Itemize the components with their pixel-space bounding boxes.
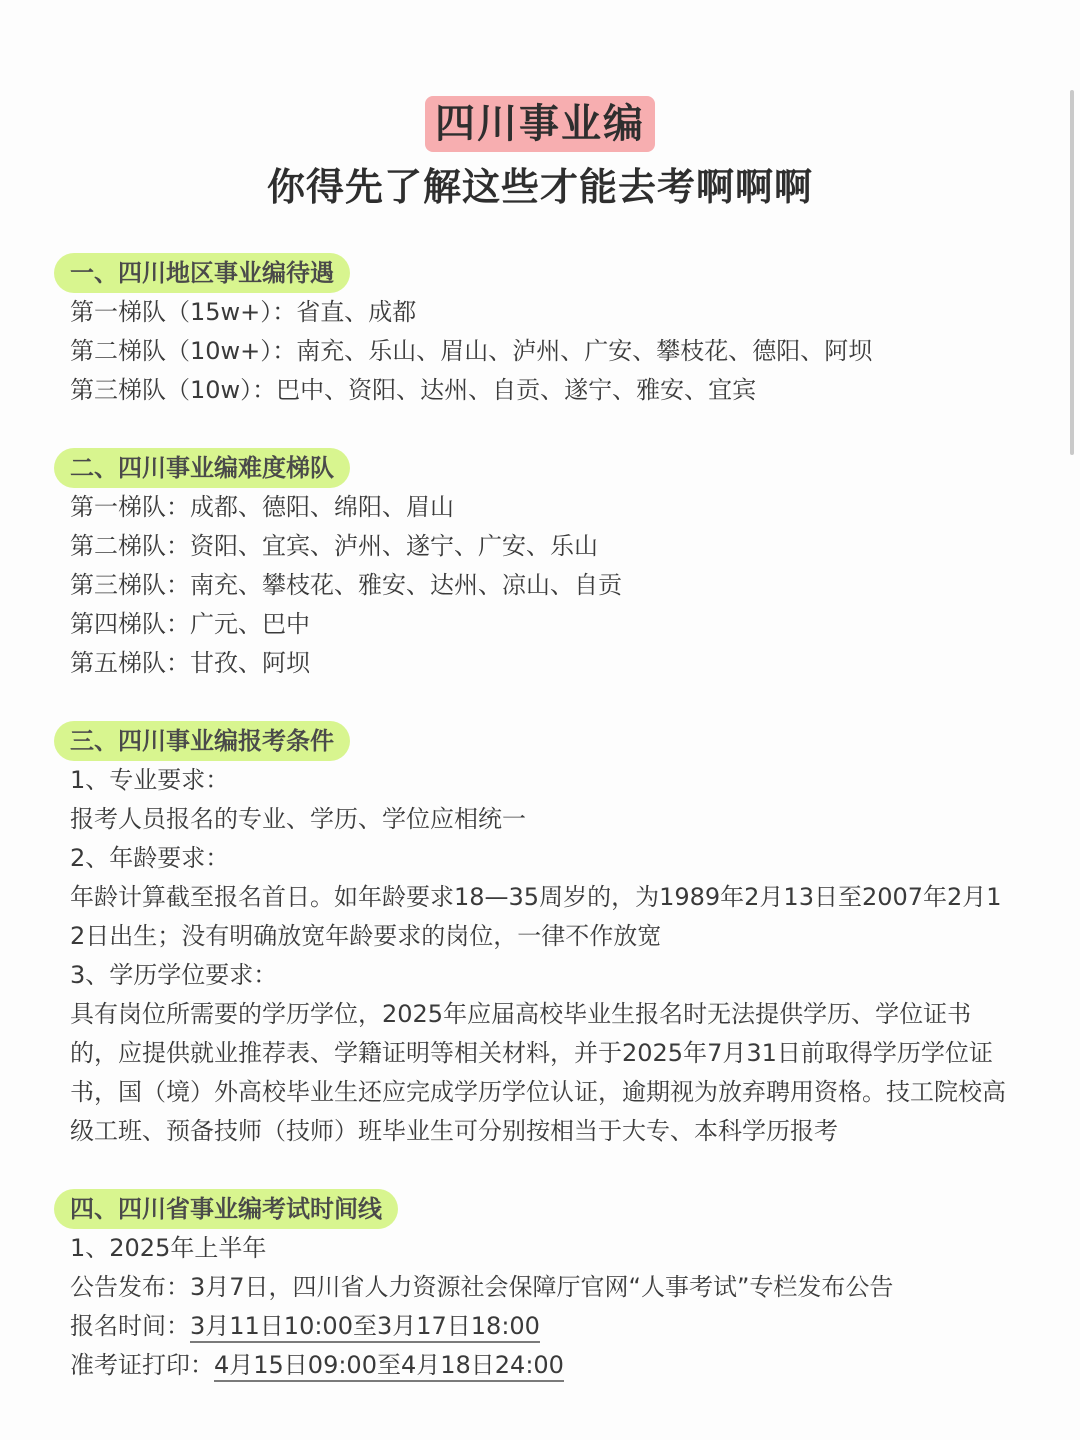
requirement-title: 2、年龄要求： <box>70 844 230 872</box>
section-requirements <box>70 721 1020 1151</box>
registration-time: 3月11日10:00至3月17日18:00 <box>190 1312 540 1343</box>
admission-print-label: 准考证打印： <box>70 1351 214 1379</box>
section-heading: 一、四川地区事业编待遇 <box>54 253 350 293</box>
section-salary <box>70 253 1020 410</box>
section-heading: 四、四川省事业编考试时间线 <box>54 1189 398 1229</box>
timeline-registration <box>70 1307 1020 1346</box>
requirement-title: 1、专业要求： <box>70 766 230 794</box>
tier-line: 第三梯队：南充、攀枝花、雅安、达州、凉山、自贡 <box>70 571 622 599</box>
header <box>0 0 1080 210</box>
section-heading: 三、四川事业编报考条件 <box>54 721 350 761</box>
requirement-text: 报考人员报名的专业、学历、学位应相统一 <box>70 805 526 833</box>
notice-text: 3月7日，四川省人力资源社会保障厅官网“人事考试”专栏发布公告 <box>190 1273 894 1301</box>
section-heading: 二、四川事业编难度梯队 <box>54 448 350 488</box>
timeline-notice <box>70 1268 1020 1307</box>
section-difficulty <box>70 448 1020 683</box>
timeline-period: 1、2025年上半年 <box>70 1234 267 1262</box>
tier-line: 第三梯队（10w）：巴中、资阳、达州、自贡、遂宁、雅安、宜宾 <box>70 376 757 404</box>
requirement-text: 具有岗位所需要的学历学位，2025年应届高校毕业生报名时无法提供学历、学位证书的，应提供就业推荐表、学籍证明等相关材料，并于2025年7月31日前取得学历学位证书，国（境）外高校毕业生还应完成学历学位认证，逾期视为放弃聘用资格。技工院校高级工班、预备技师（技师）班毕业生可分别按相当于大专、本科学历报考 <box>70 1000 1006 1145</box>
notice-label: 公告发布： <box>70 1273 190 1301</box>
page-title: 四川事业编 <box>425 96 655 152</box>
tier-line: 第二梯队：资阳、宜宾、泸州、遂宁、广安、乐山 <box>70 532 598 560</box>
article-body <box>70 253 1020 1423</box>
page-subtitle: 你得先了解这些才能去考啊啊啊 <box>266 165 813 209</box>
tier-line: 第一梯队（15w+）：省直、成都 <box>70 298 417 326</box>
registration-label: 报名时间： <box>70 1312 190 1340</box>
scrollbar[interactable] <box>1070 90 1074 455</box>
timeline-admission-print <box>70 1346 1020 1385</box>
section-timeline <box>70 1189 1020 1385</box>
requirement-title: 3、学历学位要求： <box>70 961 278 989</box>
tier-line: 第四梯队：广元、巴中 <box>70 610 310 638</box>
requirement-text: 年龄计算截至报名首日。如年龄要求18—35周岁的，为1989年2月13日至2007年2月12日出生；没有明确放宽年龄要求的岗位，一律不作放宽 <box>70 883 1002 950</box>
tier-line: 第五梯队：甘孜、阿坝 <box>70 649 310 677</box>
tier-line: 第二梯队（10w+）：南充、乐山、眉山、泸州、广安、攀枝花、德阳、阿坝 <box>70 337 873 365</box>
tier-line: 第一梯队：成都、德阳、绵阳、眉山 <box>70 493 454 521</box>
admission-print-time: 4月15日09:00至4月18日24:00 <box>214 1351 564 1382</box>
